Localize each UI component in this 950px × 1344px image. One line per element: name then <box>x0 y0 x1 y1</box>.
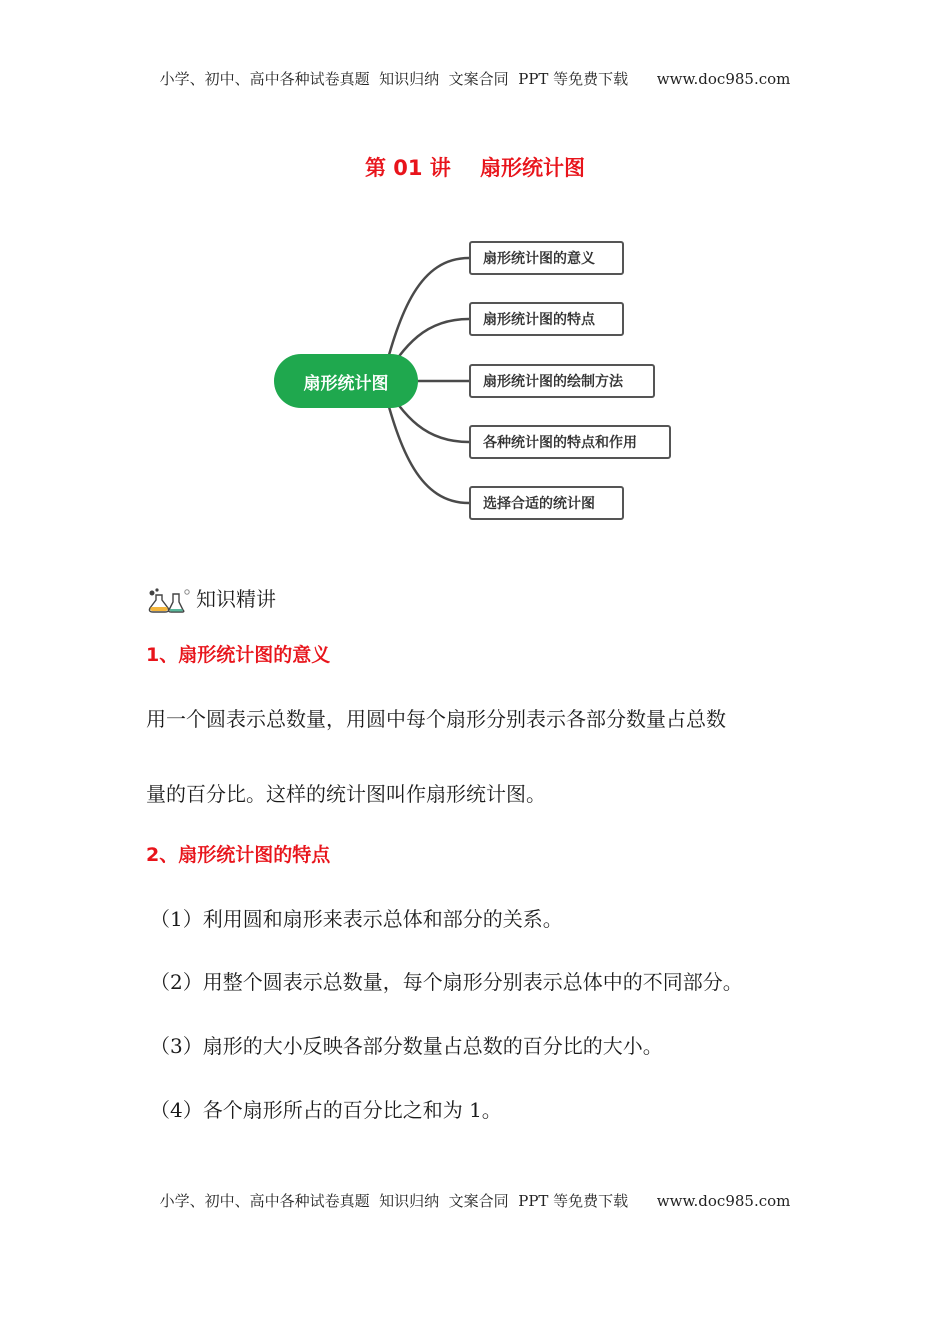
page-header: 小学、初中、高中各种试卷真题 知识归纳 文案合同 PPT 等免费下载 www.doc985.com <box>159 70 791 88</box>
section-label: 知识精讲 <box>196 587 276 611</box>
mindmap-connectors <box>0 0 950 560</box>
mindmap-node-meaning: 扇形统计图的意义 <box>469 241 624 275</box>
list-item: （1）利用圆和扇形来表示总体和部分的关系。 <box>150 907 563 931</box>
paragraph-line-2: 量的百分比。这样的统计图叫作扇形统计图。 <box>146 782 546 806</box>
list-item: （2）用整个圆表示总数量，每个扇形分别表示总体中的不同部分。 <box>150 970 743 994</box>
mindmap-node-comparison: 各种统计图的特点和作用 <box>469 425 671 459</box>
mindmap-node-choose: 选择合适的统计图 <box>469 486 624 520</box>
mindmap-node-drawing-method: 扇形统计图的绘制方法 <box>469 364 655 398</box>
heading-meaning: 1、扇形统计图的意义 <box>146 644 331 666</box>
paragraph-line-1: 用一个圆表示总数量，用圆中每个扇形分别表示各部分数量占总数 <box>146 707 726 731</box>
heading-features: 2、扇形统计图的特点 <box>146 844 331 866</box>
mindmap-center-node: 扇形统计图 <box>274 354 418 408</box>
list-item: （4）各个扇形所占的百分比之和为 1。 <box>150 1098 502 1122</box>
flask-icon <box>146 588 192 614</box>
page-title: 第 01 讲 扇形统计图 <box>364 156 586 180</box>
page-footer: 小学、初中、高中各种试卷真题 知识归纳 文案合同 PPT 等免费下载 www.doc985.com <box>159 1192 791 1210</box>
section-header <box>146 583 276 614</box>
list-item: （3）扇形的大小反映各部分数量占总数的百分比的大小。 <box>150 1034 663 1058</box>
mindmap-node-features: 扇形统计图的特点 <box>469 302 624 336</box>
